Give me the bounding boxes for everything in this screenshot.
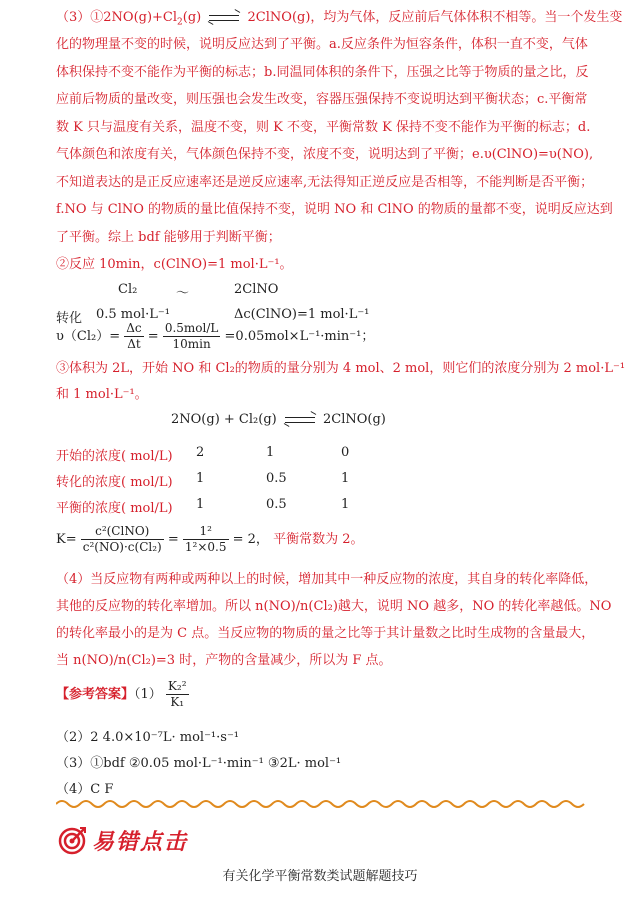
p3-line-1a: （3）①2NO(g)+Cl	[56, 10, 178, 25]
answer-2: （2）2 4.0×10⁻⁷L· mol⁻¹·s⁻¹	[56, 730, 240, 745]
rel-tilde: ～	[176, 286, 190, 301]
row-label: 平衡的浓度( mol/L)	[56, 501, 173, 516]
cell-cl2: 1	[266, 445, 275, 460]
p3c-line-1: ③体积为 2L，开始 NO 和 Cl₂的物质的量分别为 4 mol、2 mol，则它们的浓度分别为 2 mol·L⁻¹	[56, 361, 626, 376]
k-fraction-1	[81, 524, 164, 555]
cell-no: 1	[196, 471, 205, 486]
rate-lhs: υ（Cl₂）=	[56, 329, 121, 344]
answer-1-label: （1）	[134, 687, 162, 702]
conv-b: Δc(ClNO)=1 mol·L⁻¹	[234, 307, 370, 322]
rate-f1-num: Δc	[126, 321, 142, 335]
p4-line-2: 其他的反应物的转化率增加。所以 n(NO)/n(Cl₂)越大，说明 NO 越多，NO 的转化率越低。NO	[56, 599, 612, 614]
table-row	[56, 445, 476, 465]
rate-fraction-2	[163, 321, 221, 352]
rate-f1-den: Δt	[127, 337, 141, 351]
p3-line-9: 了平衡。综上 bdf 能够用于判断平衡；	[56, 230, 281, 245]
equilibrium-arrow-icon	[285, 415, 315, 425]
p4-line-1: （4）当反应物有两种或两种以上的时候，增加其中一种反应物的浓度，其自身的转化率降低，	[56, 572, 598, 587]
rel-cl2: Cl₂	[118, 282, 138, 297]
wavy-divider	[56, 798, 586, 810]
rate-rhs: =0.05mol×L⁻¹·min⁻¹；	[224, 329, 375, 344]
equilibrium-arrow-icon	[209, 13, 239, 23]
cell-cl2: 0.5	[266, 471, 287, 486]
answer-header: 【参考答案】	[56, 687, 135, 702]
k-note: 平衡常数为 2。	[273, 532, 364, 547]
k-expression	[56, 522, 363, 558]
p3-line-1c: (g)	[182, 10, 202, 25]
table-row	[56, 497, 476, 517]
logo-text: 易错点击	[92, 829, 189, 855]
answer-1-fraction	[166, 679, 189, 710]
cell-clno: 1	[341, 471, 350, 486]
answer-1-den: K₁	[170, 695, 185, 709]
k-f1-den: c²(NO)·c(Cl₂)	[82, 540, 162, 554]
logo	[58, 826, 188, 854]
p4-line-4: 当 n(NO)/n(Cl₂)=3 时，产物的含量减少，所以为 F 点。	[56, 653, 392, 668]
answer-4: （4）C F	[56, 782, 114, 797]
page-footer: 有关化学平衡常数类试题解题技巧	[222, 869, 418, 884]
p3-line-1	[56, 6, 622, 28]
k-f2-den: 1²×0.5	[184, 540, 227, 554]
p3-line-1b: 2	[177, 17, 183, 28]
eq-rhs: 2ClNO(g)	[323, 412, 386, 427]
k-eq: =	[167, 532, 179, 547]
table-row	[56, 471, 476, 491]
cell-clno: 0	[341, 445, 350, 460]
eq-lhs: 2NO(g) + Cl₂(g)	[171, 412, 277, 427]
answer-3: （3）①bdf ②0.05 mol·L⁻¹·min⁻¹ ③2L· mol⁻¹	[56, 756, 342, 771]
answer-1	[56, 676, 189, 714]
conv-a: 0.5 mol·L⁻¹	[96, 307, 170, 322]
equation-line	[171, 412, 386, 427]
p3b-line-1: ②反应 10min，c(ClNO)=1 mol·L⁻¹。	[56, 257, 293, 272]
conv-label: 转化	[56, 311, 83, 326]
p3-line-7: 不知道表达的是正反应速率还是逆反应速率,无法得知正逆反应是否相等，不能判断是否平衡；	[56, 175, 594, 190]
p3-line-6: 气体颜色和浓度有关，气体颜色保持不变，浓度不变，说明达到了平衡；e.υ(ClNO)=υ(NO),	[56, 147, 594, 162]
rate-eq: =	[147, 329, 159, 344]
p3-line-1d: 2ClNO(g)，均为气体，反应前后气体体积不相等。当一个发生变	[247, 10, 623, 25]
target-icon	[58, 825, 88, 855]
p3c-line-2: 和 1 mol·L⁻¹。	[56, 387, 148, 402]
p3-line-4: 应前后物质的量改变，则压强也会发生改变，容器压强保持不变说明达到平衡状态；c.平衡常	[56, 92, 588, 107]
p3-line-8: f.NO 与 ClNO 的物质的量比值保持不变，说明 NO 和 ClNO 的物质的量都不变，说明反应达到	[56, 202, 613, 217]
p3-line-5: 数 K 只与温度有关系，温度不变，则 K 不变，平衡常数 K 保持不变不能作为平衡的标志；d.	[56, 120, 591, 135]
rel-clno: 2ClNO	[234, 282, 279, 297]
answer-1-num: K₂²	[167, 679, 187, 693]
k-f1-num: c²(ClNO)	[81, 524, 164, 540]
k-lhs: K=	[56, 532, 77, 547]
row-label: 转化的浓度( mol/L)	[56, 475, 173, 490]
rate-fraction-1	[124, 321, 143, 352]
k-rhs: = 2，	[232, 532, 269, 547]
cell-cl2: 0.5	[266, 497, 287, 512]
rate-f2-num: 0.5mol/L	[164, 321, 219, 335]
cell-no: 2	[196, 445, 205, 460]
rate-f2-den: 10min	[172, 337, 211, 351]
p3-line-2: 化的物理量不变的时候，说明反应达到了平衡。a.反应条件为恒容条件，体积一直不变，气体	[56, 37, 588, 52]
row-label: 开始的浓度( mol/L)	[56, 449, 173, 464]
p3-line-3: 体积保持不变不能作为平衡的标志；b.同温同体积的条件下，压强之比等于物质的量之比，反	[56, 65, 589, 80]
rate-expression	[56, 320, 374, 354]
p4-line-3: 的转化率最小的是为 C 点。当反应物的物质的量之比等于其计量数之比时生成物的含量最大，	[56, 626, 595, 641]
k-fraction-2	[183, 524, 229, 555]
k-f2-num: 1²	[183, 524, 229, 540]
cell-clno: 1	[341, 497, 350, 512]
cell-no: 1	[196, 497, 205, 512]
